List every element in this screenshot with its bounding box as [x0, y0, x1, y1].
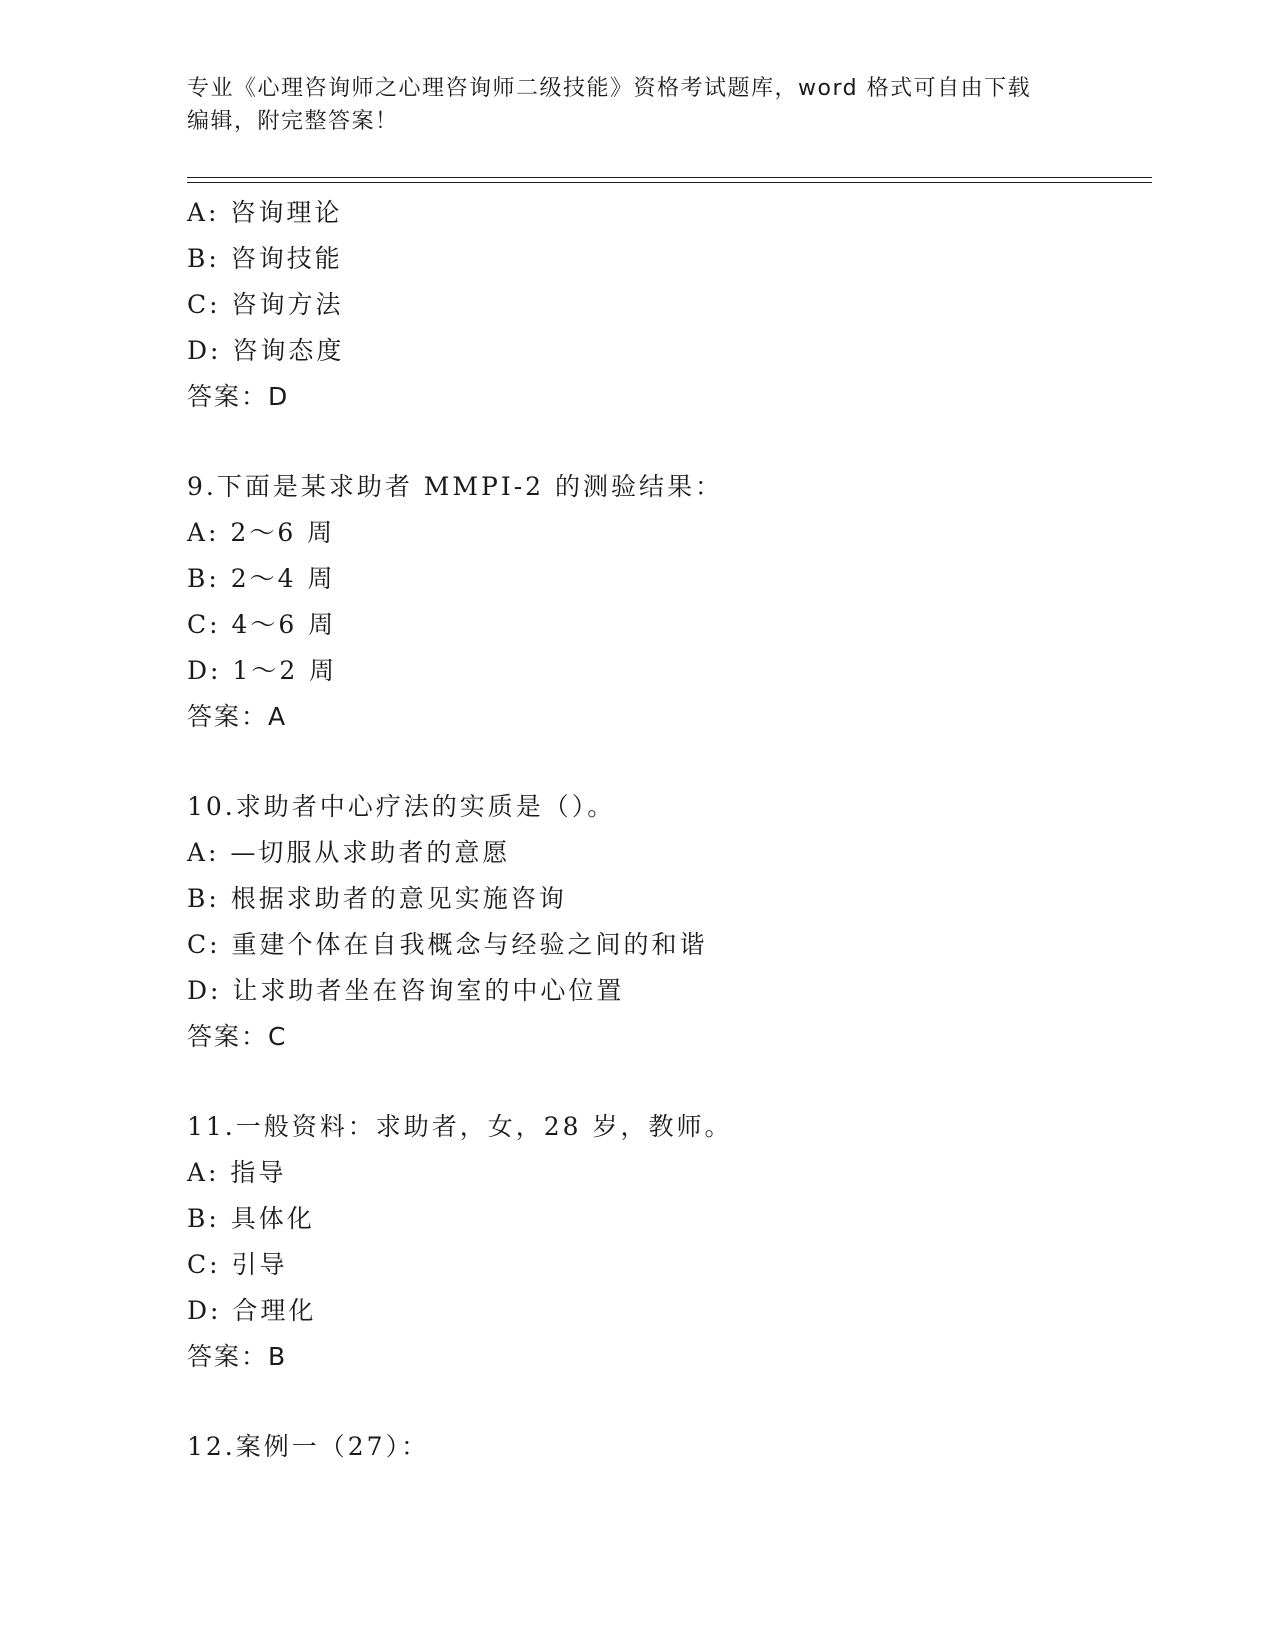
option-d: D: 让求助者坐在咨询室的中心位置	[187, 976, 625, 1005]
header-line-1: 专业《心理咨询师之心理咨询师二级技能》资格考试题库，word 格式可自由下载	[187, 76, 1032, 101]
option-d: D: 合理化	[187, 1296, 317, 1325]
document-header	[187, 72, 1087, 138]
option-b: B: 根据求助者的意见实施咨询	[187, 884, 567, 913]
question-text: 12.案例一（27）：	[187, 1432, 430, 1461]
question-text: 9.下面是某求助者 MMPI-2 的测验结果：	[187, 472, 723, 501]
question-text: 11.一般资料：求助者，女，28 岁，教师。	[187, 1112, 733, 1141]
option-b: B: 咨询技能	[187, 244, 343, 273]
header-divider-top	[187, 177, 1152, 178]
question-block	[187, 1104, 1152, 1380]
question-block	[187, 190, 1152, 420]
option-a: A: 咨询理论	[187, 198, 343, 227]
question-list	[187, 190, 1152, 1470]
answer-line: 答案：C	[187, 1022, 288, 1051]
option-a: A: 2～6 周	[187, 518, 336, 547]
answer-line: 答案：A	[187, 702, 288, 731]
option-b: B: 具体化	[187, 1204, 315, 1233]
option-d: D: 咨询态度	[187, 336, 345, 365]
answer-line: 答案：D	[187, 382, 290, 411]
option-a: A: 指导	[187, 1158, 287, 1187]
option-c: C: 重建个体在自我概念与经验之间的和谐	[187, 930, 708, 959]
question-block	[187, 1424, 1152, 1470]
option-a: A: —切服从求助者的意愿	[187, 838, 511, 867]
header-line-2: 编辑，附完整答案！	[187, 109, 399, 134]
answer-line: 答案：B	[187, 1342, 288, 1371]
option-c: C: 4～6 周	[187, 610, 337, 639]
option-d: D: 1～2 周	[187, 656, 338, 685]
option-b: B: 2～4 周	[187, 564, 336, 593]
option-c: C: 咨询方法	[187, 290, 344, 319]
question-block	[187, 464, 1152, 740]
question-block	[187, 784, 1152, 1060]
header-divider-bottom	[187, 182, 1152, 183]
question-text: 10.求助者中心疗法的实质是（）。	[187, 792, 616, 821]
option-c: C: 引导	[187, 1250, 288, 1279]
